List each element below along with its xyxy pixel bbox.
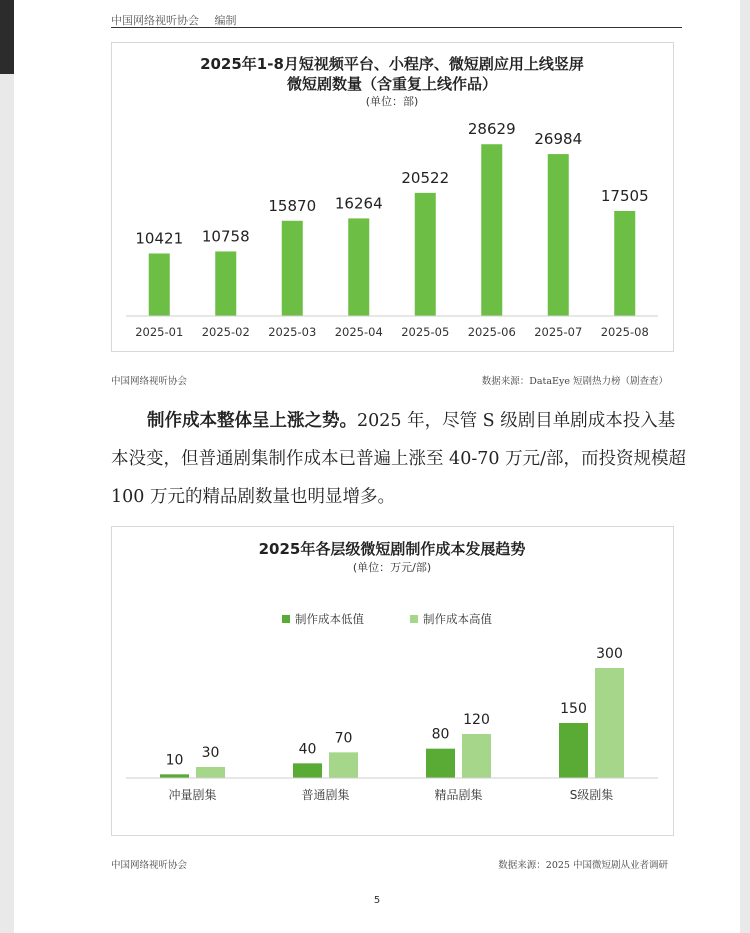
- chart-2-tick-label: 精品剧集: [434, 788, 483, 802]
- chart-2-bar: [426, 749, 455, 778]
- chart-2-value-label: 10: [165, 752, 184, 769]
- chart-1-value-label: 16264: [334, 194, 383, 213]
- page-header: [111, 12, 249, 28]
- chart-1-value-label: 10421: [135, 229, 184, 248]
- body-paragraph: [111, 402, 686, 516]
- page-number: 5: [373, 895, 381, 906]
- header-rule: [111, 27, 682, 28]
- chart-1-bar-2025-05: [415, 193, 436, 316]
- chart-1-title-line-2: 微短剧数量（含重复上线作品）: [286, 75, 498, 93]
- chart-1-bar-2025-08: [614, 211, 635, 316]
- chart-2-bar: [559, 723, 588, 778]
- chart-1-caption-left: 中国网络视听协会: [111, 376, 188, 387]
- chart-2-value-label: 40: [298, 741, 317, 758]
- chart-2-tick-label: S级剧集: [569, 788, 614, 802]
- chart-2-legend-label: 制作成本低值: [295, 612, 364, 626]
- paragraph-text: 2025 年，尽管 S 级剧目单剧成本投入基本没变，但普通剧集制作成本已普遍上涨至 40-70 万元/部，而投资规模超 100 万元的精品剧数量也明显增多。: [111, 411, 686, 507]
- chart-2-value-label: 30: [201, 745, 220, 761]
- chart-1-tick-label: 2025-06: [467, 325, 516, 339]
- chart-2: [112, 527, 673, 835]
- chart-2-subtitle: (单位：万元/部): [352, 561, 432, 574]
- chart-2-value-label: 150: [560, 701, 587, 717]
- chart-1-subtitle: (单位：部): [365, 95, 419, 108]
- chart-1-tick-label: 2025-07: [534, 325, 583, 339]
- chart-2-value-label: 70: [334, 730, 353, 747]
- chart-1-value-label: 10758: [201, 227, 250, 246]
- chart-1-bar-2025-04: [348, 218, 369, 316]
- chart-1-tick-label: 2025-05: [401, 325, 450, 339]
- chart-1-box: [111, 42, 674, 352]
- chart-2-value-label: 120: [463, 712, 490, 728]
- chart-1-bar-2025-06: [481, 144, 502, 316]
- document-page: [14, 0, 740, 933]
- chart-1-value-label: 15870: [268, 196, 317, 215]
- chart-2-tick-label: 冲量剧集: [168, 788, 217, 802]
- chart-1-caption-right: 数据来源：DataEye 短剧热力榜（剧查查）: [481, 376, 668, 387]
- chart-1-bar-2025-02: [215, 251, 236, 316]
- chart-2-bar: [595, 668, 624, 778]
- chart-1-value-label: 20522: [401, 168, 450, 187]
- chart-1-title-line-1: 2025年1-8月短视频平台、小程序、微短剧应用上线竖屏: [200, 55, 584, 73]
- chart-1-bar-2025-03: [282, 221, 303, 316]
- chart-1-tick-label: 2025-03: [268, 325, 317, 339]
- chart-1-bar-2025-07: [548, 154, 569, 316]
- chart-2-legend-label: 制作成本高值: [423, 612, 492, 626]
- chart-2-bar: [329, 752, 358, 778]
- chart-2-value-label: 300: [596, 646, 623, 662]
- chart-2-legend-swatch: [282, 615, 290, 623]
- chart-1-value-label: 17505: [600, 186, 649, 205]
- chart-2-bar: [293, 763, 322, 778]
- chart-2-bar: [462, 734, 491, 778]
- chart-2-caption-left: 中国网络视听协会: [111, 860, 188, 871]
- chart-2-legend-swatch: [410, 615, 418, 623]
- chart-1-tick-label: 2025-02: [201, 325, 250, 339]
- chart-1-value-label: 26984: [534, 130, 583, 149]
- chart-1: [112, 43, 673, 351]
- chart-2-box: [111, 526, 674, 836]
- chart-1-tick-label: 2025-08: [600, 325, 649, 339]
- header-role: 编制: [214, 14, 237, 27]
- paragraph-bold-lead: 制作成本整体呈上涨之势。: [147, 411, 357, 431]
- chart-2-bar: [196, 767, 225, 778]
- header-org: 中国网络视听协会: [111, 14, 199, 27]
- chart-1-tick-label: 2025-04: [334, 325, 383, 339]
- chart-2-title: 2025年各层级微短剧制作成本发展趋势: [258, 540, 526, 558]
- chart-2-tick-label: 普通剧集: [301, 788, 350, 802]
- chart-2-caption-right: 数据来源：2025 中国微短剧从业者调研: [498, 860, 668, 871]
- chart-1-bar-2025-01: [149, 253, 170, 316]
- chart-1-value-label: 28629: [467, 120, 516, 139]
- chart-2-bar: [160, 774, 189, 778]
- chart-2-value-label: 80: [431, 726, 450, 743]
- chart-1-tick-label: 2025-01: [135, 325, 184, 339]
